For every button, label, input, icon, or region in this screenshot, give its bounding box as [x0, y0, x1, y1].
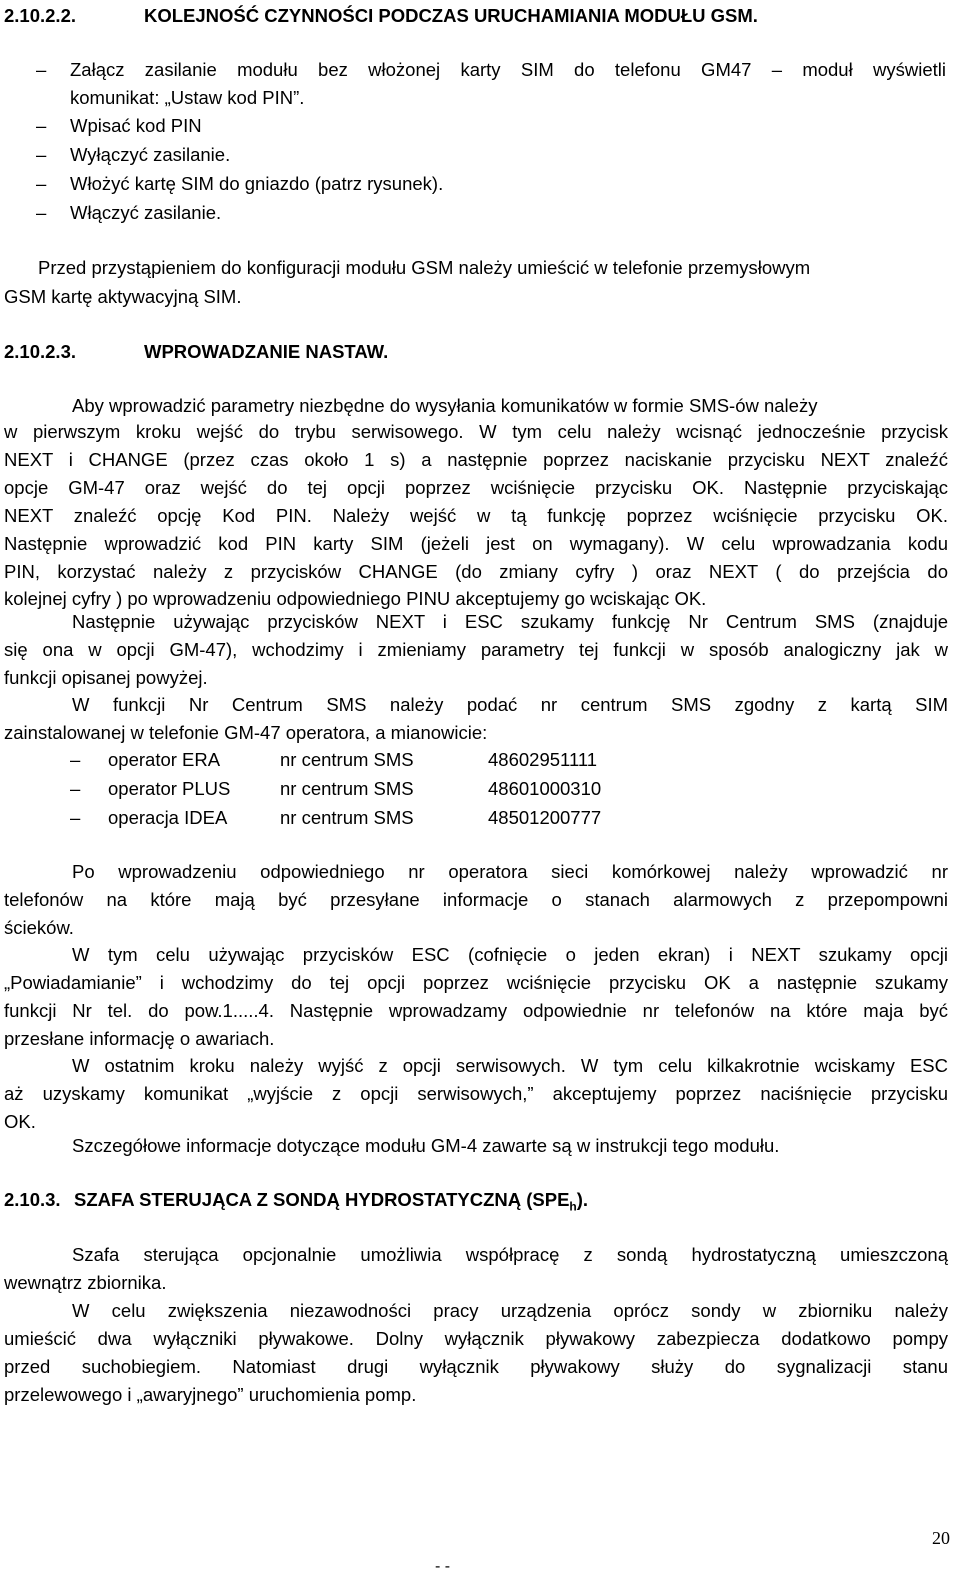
paragraph-line: kolejnej cyfry ) po wprowadzeniu odpowiedniego PINU akceptujemy go wciskając OK.: [4, 588, 707, 609]
paragraph-line: NEXT i CHANGE (przez czas około 1 s) a następnie poprzez naciskanie przycisku NEXT znaleźć: [4, 449, 948, 470]
paragraph-line: W ostatnim kroku należy wyjść z opcji serwisowych. W tym celu kilkakrotnie wciskamy ESC: [72, 1055, 948, 1076]
paragraph-line: przelewowego i „awaryjnego” uruchomienia pomp.: [4, 1384, 417, 1405]
paragraph-line: się ona w opcji GM-47), wchodzimy i zmieniamy parametry tej funkcji w sposób analogiczny jak w: [4, 639, 948, 660]
note-line: Przed przystąpieniem do konfiguracji modułu GSM należy umieścić w telefonie przemysłowym: [38, 257, 811, 278]
operator-name: operacja IDEA: [108, 807, 228, 828]
paragraph-line: PIN, korzystać należy z przycisków CHANGE (do zmiany cyfry ) oraz NEXT ( do przejścia do: [4, 561, 948, 582]
footer-dashes: - -: [435, 1558, 451, 1575]
list-item: [36, 143, 230, 167]
dash-bullet: –: [70, 778, 81, 799]
list-item: [36, 114, 202, 138]
page-number: 20: [932, 1528, 950, 1548]
list-item-continuation: komunikat: „Ustaw kod PIN”.: [70, 87, 305, 108]
note-line: GSM kartę aktywacyjną SIM.: [4, 286, 242, 307]
section-number: 2.10.2.3.: [4, 341, 77, 362]
paragraph-line: W celu zwiększenia niezawodności pracy urządzenia oprócz sondy w zbiorniku należy: [72, 1300, 948, 1321]
dash-bullet: –: [70, 749, 81, 770]
section-title: KOLEJNOŚĆ CZYNNOŚCI PODCZAS URUCHAMIANIA MODUŁU GSM.: [144, 5, 758, 26]
operator-number: 48501200777: [488, 807, 602, 828]
operator-name: operator PLUS: [108, 778, 231, 799]
paragraph-line: wewnątrz zbiornika.: [4, 1272, 167, 1293]
section-title: [74, 1189, 589, 1214]
operator-label: nr centrum SMS: [280, 778, 414, 799]
paragraph-line: funkcji Nr tel. do pow.1.....4. Następnie wprowadzamy odpowiednie nr telefonów na które maja być: [4, 1000, 948, 1021]
list-item-text: Załącz zasilanie modułu bez włożonej karty SIM do telefonu GM47 – moduł wyświetli: [70, 59, 946, 80]
paragraph-line: NEXT znaleźć opcję Kod PIN. Należy wejść w tą funkcję poprzez wciśnięcie przycisku OK.: [4, 505, 948, 526]
dash-bullet: –: [36, 59, 47, 80]
paragraph-line: opcje GM-47 oraz wejść do tej opcji poprzez wciśnięcie przycisku OK. Następnie przyciskając: [4, 477, 948, 498]
operator-number: 48601000310: [488, 778, 602, 799]
section-title: WPROWADZANIE NASTAW.: [144, 341, 389, 362]
paragraph-line: W tym celu używając przycisków ESC (cofnięcie o jeden ekran) i NEXT szukamy opcji: [72, 944, 948, 965]
section-heading-2-10-2-3: [4, 340, 388, 364]
paragraph-line: Aby wprowadzić parametry niezbędne do wysyłania komunikatów w formie SMS-ów należy: [72, 395, 818, 416]
list-item: [36, 172, 443, 196]
section-title-main: SZAFA STERUJĄCA Z SONDĄ HYDROSTATYCZNĄ (SPE: [74, 1189, 570, 1210]
paragraph-line: telefonów na które mają być przesyłane informacje o stanach alarmowych z przepompowni: [4, 889, 948, 910]
operator-label: nr centrum SMS: [280, 807, 414, 828]
list-item-text: Włożyć kartę SIM do gniazdo (patrz rysunek).: [70, 173, 444, 194]
dash-bullet: –: [36, 115, 47, 136]
paragraph-line: Szafa sterująca opcjonalnie umożliwia współpracę z sondą hydrostatyczną umieszczoną: [72, 1244, 948, 1265]
operator-number: 48602951111: [488, 749, 598, 770]
dash-bullet: –: [70, 807, 81, 828]
paragraph-line: funkcji opisanej powyżej.: [4, 667, 208, 688]
paragraph-line: aż uzyskamy komunikat „wyjście z opcji serwisowych,” akceptujemy poprzez naciśnięcie przycisku: [4, 1083, 948, 1104]
paragraph-line: OK.: [4, 1111, 36, 1132]
dash-bullet: –: [36, 173, 47, 194]
section-number: 2.10.3.: [4, 1189, 61, 1210]
paragraph-line: Szczegółowe informacje dotyczące modułu GM-4 zawarte są w instrukcji tego modułu.: [72, 1135, 780, 1156]
dash-bullet: –: [36, 144, 47, 165]
list-item-text: Wpisać kod PIN: [70, 115, 202, 136]
paragraph-line: Następnie wprowadzić kod PIN karty SIM (jeżeli jest on wymagany). W celu wprowadzania kodu: [4, 533, 948, 554]
operator-name: operator ERA: [108, 749, 221, 770]
operator-label: nr centrum SMS: [280, 749, 414, 770]
paragraph-line: „Powiadamianie” i wchodzimy do tej opcji poprzez wciśnięcie przycisku OK a następnie szukamy: [4, 972, 948, 993]
paragraph-line: przed suchobiegiem. Natomiast drugi wyłącznik pływakowy służy do sygnalizacji stanu: [4, 1356, 948, 1377]
paragraph-line: w pierwszym kroku wejść do trybu serwisowego. W tym celu należy wcisnąć jednocześnie przycisk: [4, 421, 948, 442]
section-title-end: ).: [576, 1189, 589, 1210]
list-item: [36, 58, 948, 82]
paragraph-line: Po wprowadzeniu odpowiedniego nr operatora sieci komórkowej należy wprowadzić nr: [72, 861, 948, 882]
section-number: 2.10.2.2.: [4, 5, 77, 26]
paragraph-line: W funkcji Nr Centrum SMS należy podać nr centrum SMS zgodny z kartą SIM: [72, 694, 948, 715]
section-heading-2-10-3: [4, 1188, 588, 1219]
paragraph-line: ścieków.: [4, 917, 74, 938]
paragraph-line: przesłane informację o awariach.: [4, 1028, 275, 1049]
section-heading-2-10-2-2: [4, 4, 758, 28]
list-item: [36, 201, 221, 225]
paragraph-line: zainstalowanej w telefonie GM-47 operatora, a mianowicie:: [4, 722, 488, 743]
paragraph-line: umieścić dwa wyłączniki pływakowe. Dolny wyłącznik pływakowy zabezpiecza dodatkowo pompy: [4, 1328, 948, 1349]
list-item-text: Włączyć zasilanie.: [70, 202, 222, 223]
section-title-subscript: h: [569, 1199, 577, 1214]
dash-bullet: –: [36, 202, 47, 223]
paragraph-line: Następnie używając przycisków NEXT i ESC szukamy funkcję Nr Centrum SMS (znajduje: [72, 611, 948, 632]
list-item-text: Wyłączyć zasilanie.: [70, 144, 231, 165]
